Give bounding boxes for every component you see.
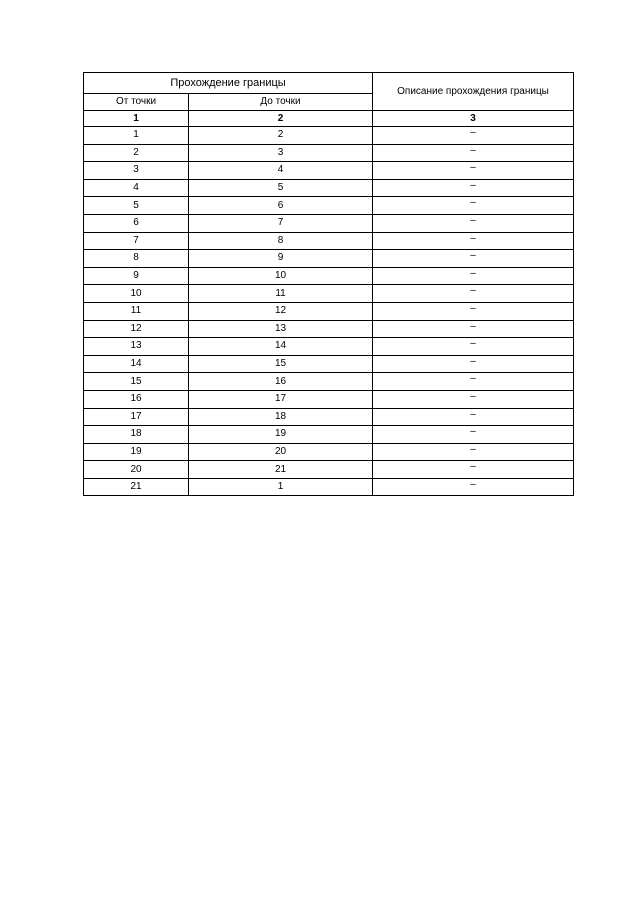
table-row: [84, 478, 574, 496]
description-cell: –: [373, 232, 574, 250]
table-row: [84, 197, 574, 215]
description-cell: –: [373, 461, 574, 479]
table-row: [84, 443, 574, 461]
table-row: [84, 127, 574, 145]
from-point-cell: 20: [84, 461, 189, 479]
from-point-cell: 15: [84, 373, 189, 391]
boundary-table: [83, 72, 574, 496]
description-cell: –: [373, 144, 574, 162]
from-point-cell: 2: [84, 144, 189, 162]
table-row: [84, 214, 574, 232]
description-cell: –: [373, 426, 574, 444]
to-point-cell: 18: [189, 408, 373, 426]
to-point-cell: 6: [189, 197, 373, 215]
description-cell: –: [373, 162, 574, 180]
from-point-cell: 7: [84, 232, 189, 250]
description-cell: –: [373, 390, 574, 408]
from-point-cell: 6: [84, 214, 189, 232]
group-header: Прохождение границы: [84, 73, 373, 94]
description-cell: –: [373, 338, 574, 356]
to-point-cell: 2: [189, 127, 373, 145]
table-row: [84, 267, 574, 285]
table-row: [84, 320, 574, 338]
from-point-cell: 17: [84, 408, 189, 426]
from-point-cell: 8: [84, 250, 189, 268]
to-point-cell: 7: [189, 214, 373, 232]
to-point-cell: 5: [189, 179, 373, 197]
table-row: [84, 390, 574, 408]
table-row: [84, 285, 574, 303]
to-point-cell: 3: [189, 144, 373, 162]
table-row: [84, 302, 574, 320]
description-header: Описание прохождения границы: [373, 73, 574, 111]
description-cell: –: [373, 127, 574, 145]
table-row: [84, 373, 574, 391]
from-point-cell: 3: [84, 162, 189, 180]
from-point-header: От точки: [84, 94, 189, 111]
description-cell: –: [373, 478, 574, 496]
to-point-cell: 9: [189, 250, 373, 268]
table-row: [84, 426, 574, 444]
from-point-cell: 11: [84, 302, 189, 320]
description-cell: –: [373, 355, 574, 373]
table-row: [84, 338, 574, 356]
table-row: [84, 162, 574, 180]
description-cell: –: [373, 373, 574, 391]
table-body: [84, 111, 574, 496]
to-point-cell: 10: [189, 267, 373, 285]
from-point-cell: 1: [84, 127, 189, 145]
from-point-cell: 5: [84, 197, 189, 215]
from-point-cell: 4: [84, 179, 189, 197]
table-row: [84, 461, 574, 479]
to-point-cell: 11: [189, 285, 373, 303]
description-cell: –: [373, 250, 574, 268]
from-point-cell: 14: [84, 355, 189, 373]
description-cell: –: [373, 267, 574, 285]
column-number: 1: [84, 111, 189, 127]
from-point-cell: 21: [84, 478, 189, 496]
to-point-cell: 8: [189, 232, 373, 250]
from-point-cell: 16: [84, 390, 189, 408]
description-cell: –: [373, 302, 574, 320]
from-point-cell: 9: [84, 267, 189, 285]
table-row: [84, 179, 574, 197]
description-cell: –: [373, 320, 574, 338]
from-point-cell: 13: [84, 338, 189, 356]
to-point-cell: 16: [189, 373, 373, 391]
column-number-row: [84, 111, 574, 127]
to-point-cell: 15: [189, 355, 373, 373]
to-point-header: До точки: [189, 94, 373, 111]
from-point-cell: 10: [84, 285, 189, 303]
to-point-cell: 13: [189, 320, 373, 338]
table-row: [84, 232, 574, 250]
from-point-cell: 19: [84, 443, 189, 461]
to-point-cell: 12: [189, 302, 373, 320]
table-row: [84, 355, 574, 373]
from-point-cell: 18: [84, 426, 189, 444]
to-point-cell: 20: [189, 443, 373, 461]
to-point-cell: 1: [189, 478, 373, 496]
description-cell: –: [373, 408, 574, 426]
description-cell: –: [373, 285, 574, 303]
description-cell: –: [373, 179, 574, 197]
description-cell: –: [373, 197, 574, 215]
table-row: [84, 250, 574, 268]
description-cell: –: [373, 214, 574, 232]
column-number: 3: [373, 111, 574, 127]
column-number: 2: [189, 111, 373, 127]
table-row: [84, 144, 574, 162]
from-point-cell: 12: [84, 320, 189, 338]
description-cell: –: [373, 443, 574, 461]
to-point-cell: 4: [189, 162, 373, 180]
to-point-cell: 17: [189, 390, 373, 408]
to-point-cell: 19: [189, 426, 373, 444]
to-point-cell: 14: [189, 338, 373, 356]
table-row: [84, 408, 574, 426]
to-point-cell: 21: [189, 461, 373, 479]
